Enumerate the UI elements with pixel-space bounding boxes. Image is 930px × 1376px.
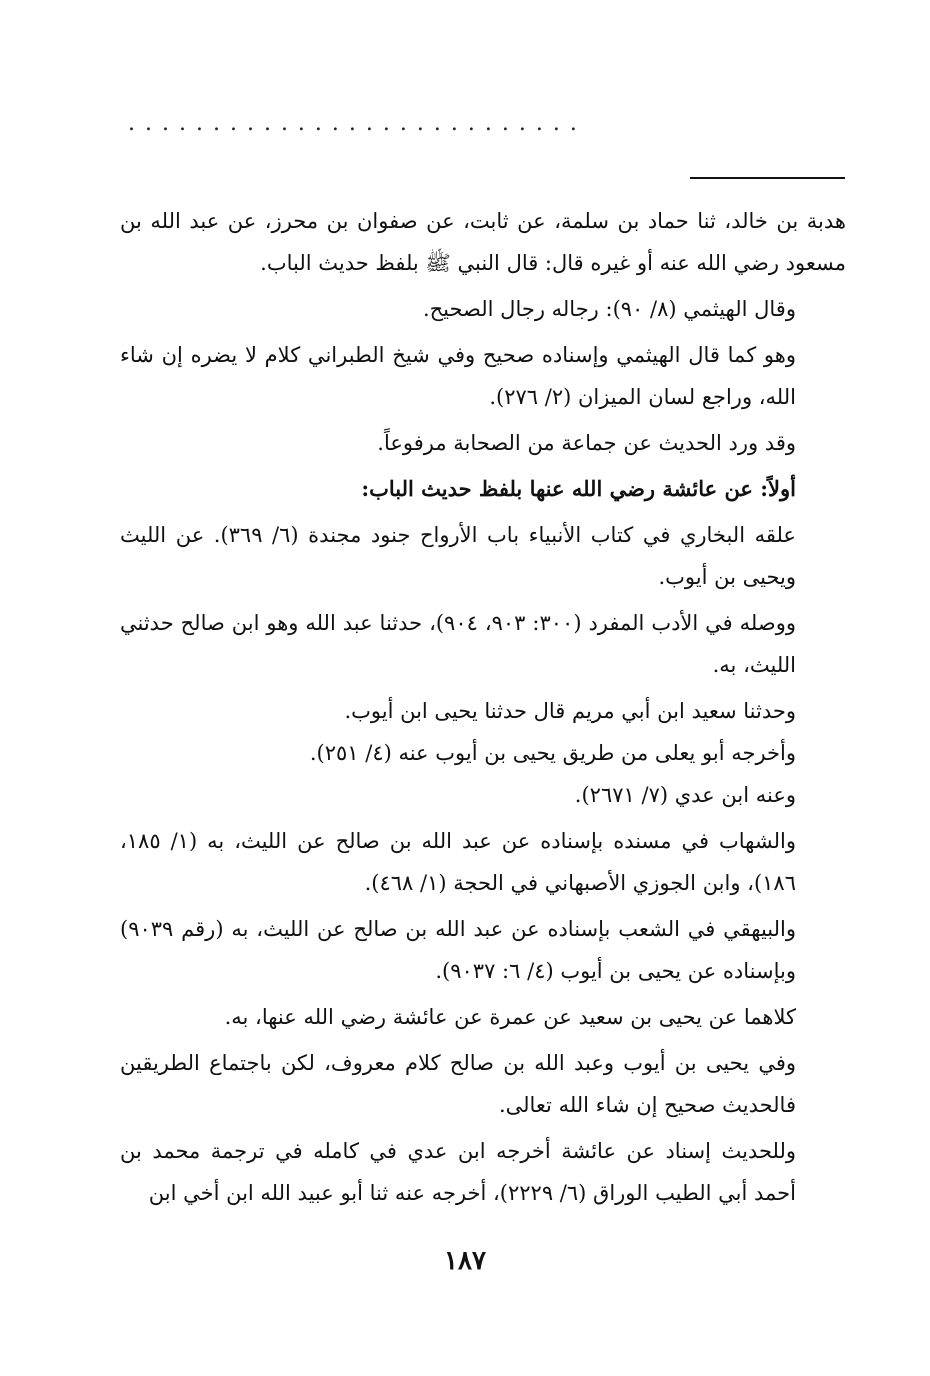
paragraph-14: وفي يحيى بن أيوب وعبد الله بن صالح كلام معروف، لكن باجتماع الطريقين فالحديث صحيح إن شاء الله تعالى. [120, 1051, 796, 1117]
paragraph-15: وللحديث إسناد عن عائشة أخرجه ابن عدي في كامله في ترجمة محمد بن أحمد أبي الطيب الوراق (٦/ ٢٢٢٩)، أخرجه عنه ثنا أبو عبيد الله ابن أخي ابن [120, 1139, 796, 1205]
paragraph-8: وحدثنا سعيد ابن أبي مريم قال حدثنا يحيى ابن أيوب. [344, 699, 796, 723]
heading-rest: عن عائشة رضي الله عنها بلفظ حديث الباب: [361, 476, 761, 501]
paragraph-3: وهو كما قال الهيثمي وإسناده صحيح وفي شيخ الطبراني كلام لا يضره إن شاء الله، وراجع لسان الميزان (٢/ ٢٧٦). [120, 343, 796, 409]
paragraph-12: والبيهقي في الشعب بإسناده عن عبد الله بن صالح عن الليث، به (رقم ٩٠٣٩) وبإسناده عن يحيى بن أيوب (٤/ ٦: ٩٠٣٧). [120, 917, 796, 983]
footnote-text [120, 200, 846, 1214]
paragraph-6: علقه البخاري في كتاب الأنبياء باب الأرواح جنود مجندة (٦/ ٣٦٩). عن الليث ويحيى بن أيوب. [120, 523, 796, 589]
paragraph-13: كلاهما عن يحيى بن سعيد عن عمرة عن عائشة رضي الله عنها، به. [224, 1005, 796, 1029]
dotted-separator: ........................... [128, 112, 587, 136]
footnote-rule [690, 177, 845, 179]
paragraph-1: هدبة بن خالد، ثنا حماد بن سلمة، عن ثابت، عن صفوان بن محرز، عن عبد الله بن مسعود رضي الله عنه أو غيره قال: قال النبي ﷺ بلفظ حديث الباب. [120, 209, 846, 275]
paragraph-10: وعنه ابن عدي (٧/ ٢٦٧١). [574, 783, 796, 807]
paragraph-2: وقال الهيثمي (٨/ ٩٠): رجاله رجال الصحيح. [422, 297, 796, 321]
paragraph-9: وأخرجه أبو يعلى من طريق يحيى بن أيوب عنه (٤/ ٢٥١). [309, 741, 796, 765]
paragraph-4: وقد ورد الحديث عن جماعة من الصحابة مرفوعاً. [377, 431, 796, 455]
section-heading-aisha [120, 468, 846, 510]
paragraph-7: ووصله في الأدب المفرد (٣٠٠: ٩٠٣، ٩٠٤)، حدثنا عبد الله وهو ابن صالح حدثني الليث، به. [120, 611, 796, 677]
paragraph-11: والشهاب في مسنده بإسناده عن عبد الله بن صالح عن الليث، به (١/ ١٨٥، ١٨٦)، وابن الجوزي الأصبهاني في الحجة (١/ ٤٦٨). [120, 829, 796, 895]
page-number: ١٨٧ [444, 1246, 486, 1276]
heading-lead: أولاً: [760, 476, 796, 501]
